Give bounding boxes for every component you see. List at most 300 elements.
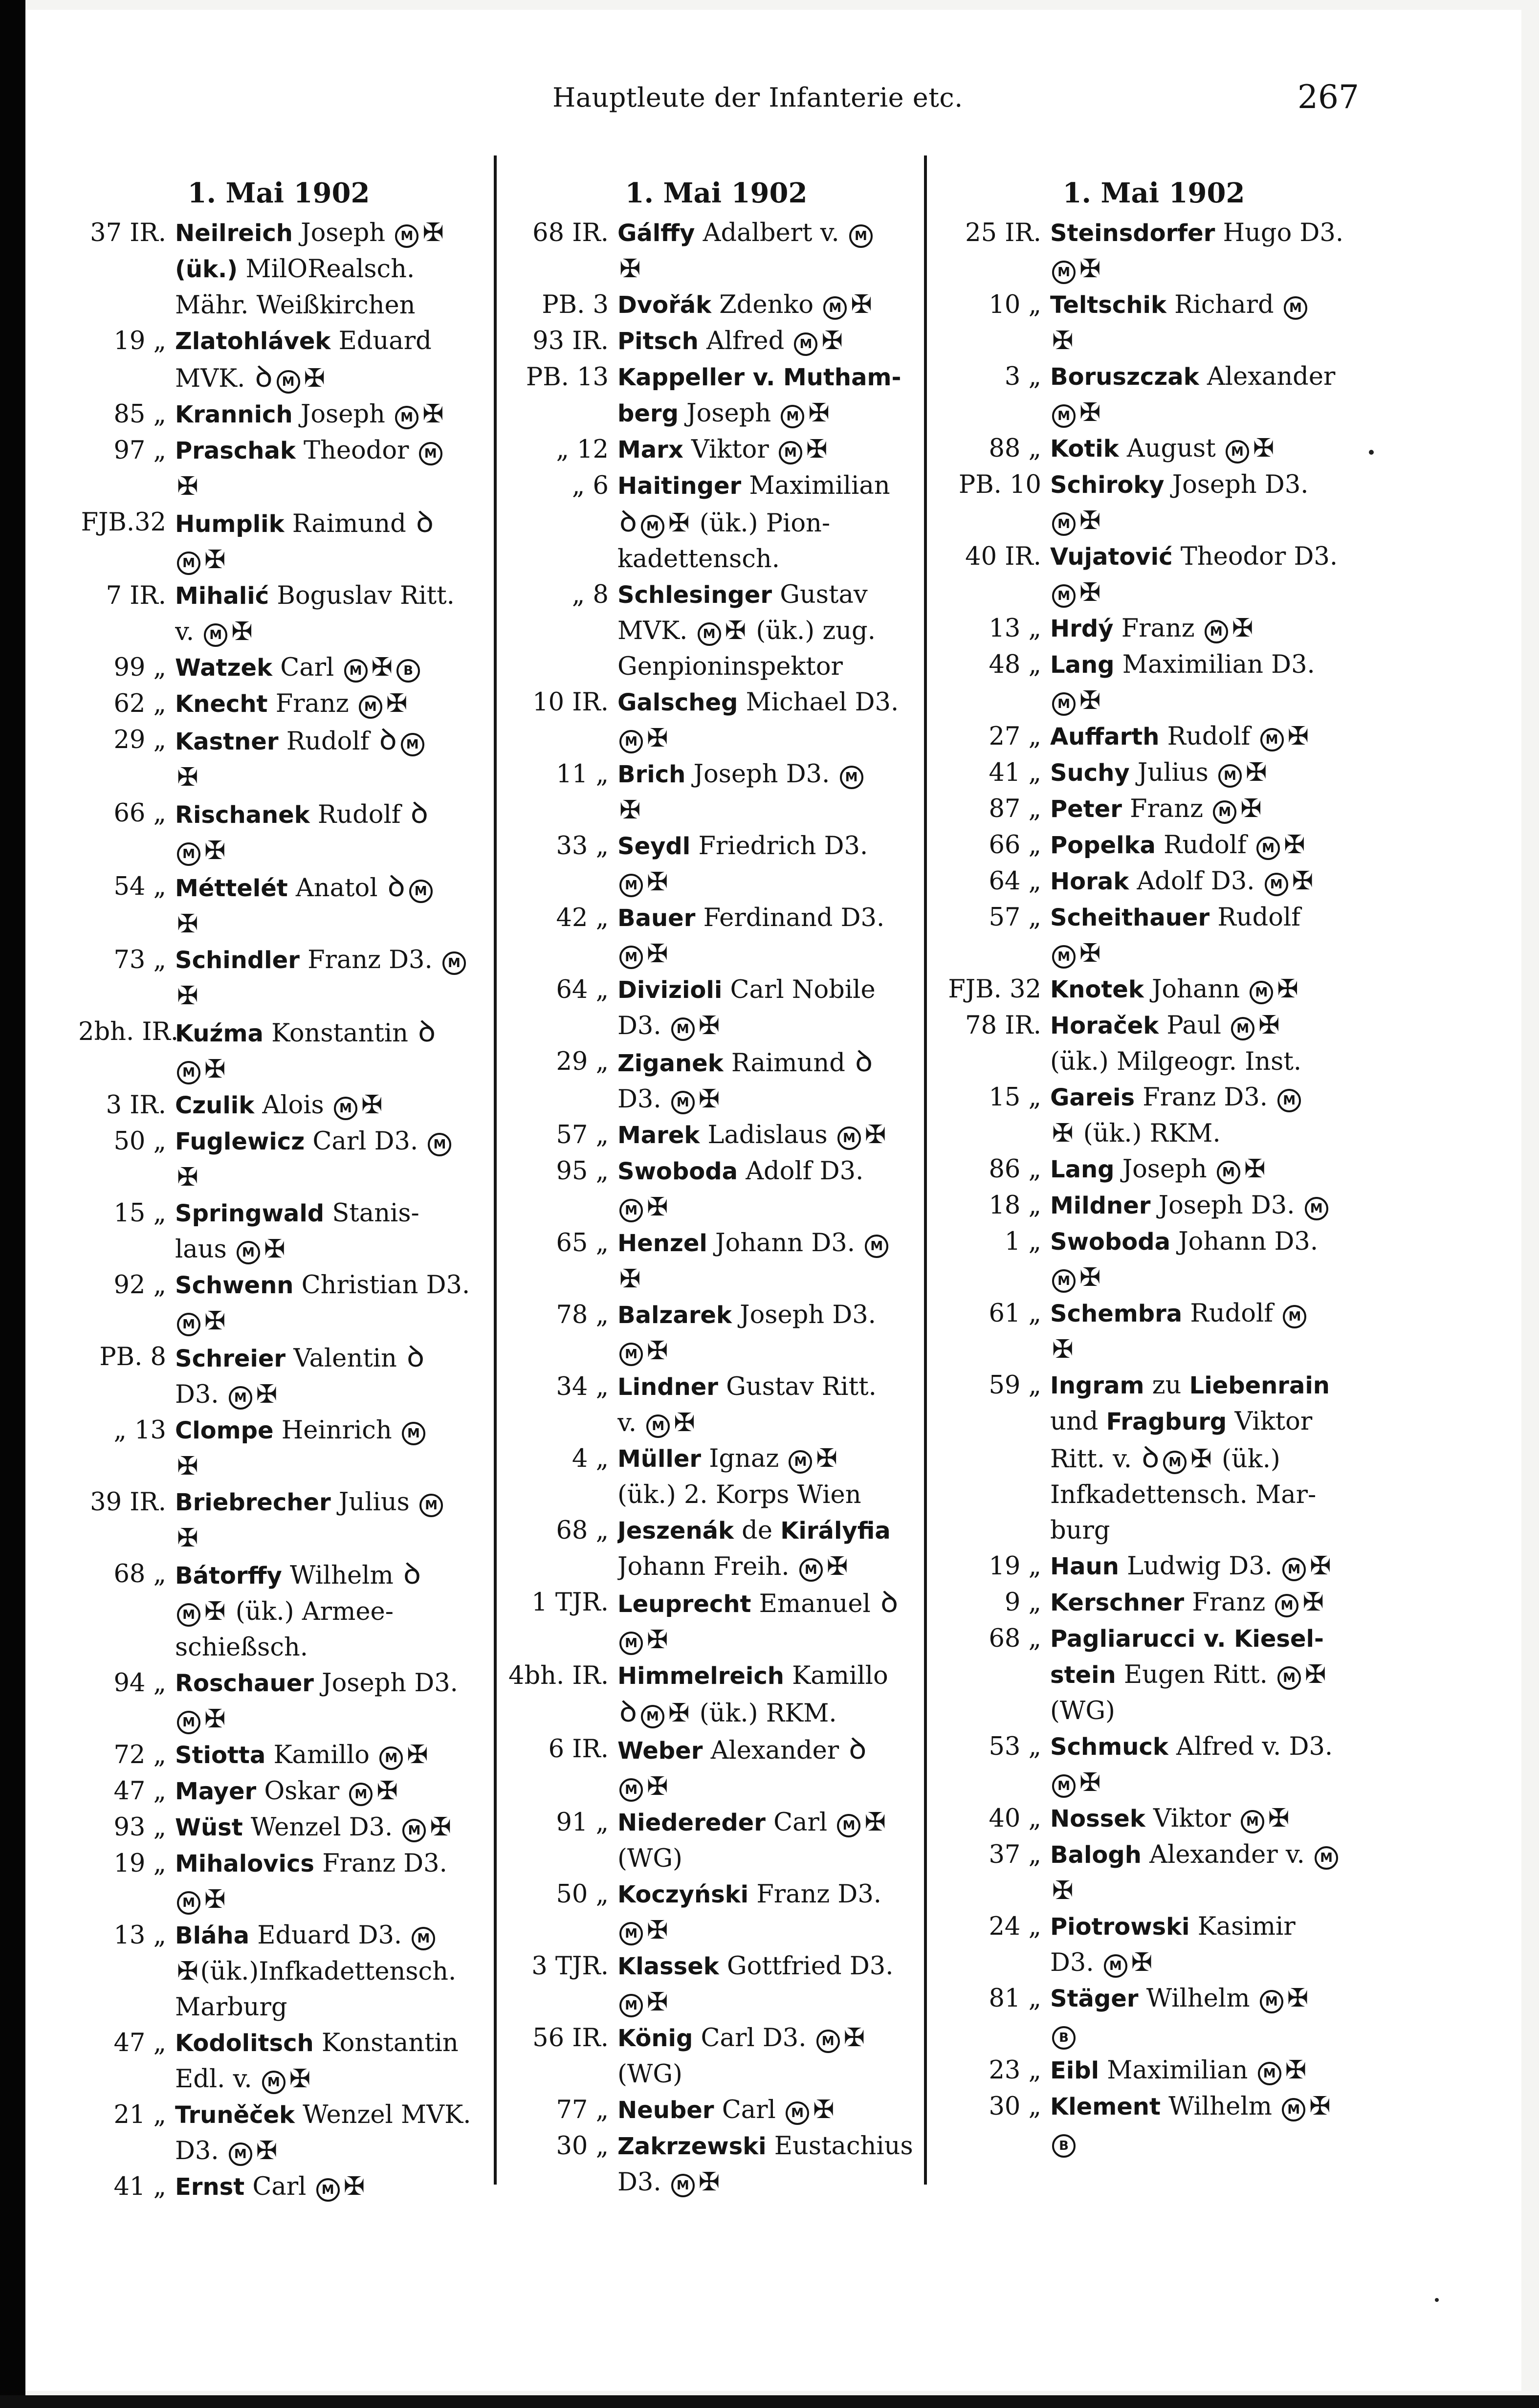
- bell-decoration-icon: ꝺ: [255, 360, 273, 394]
- record-line: [617, 1985, 924, 2020]
- record-line: [617, 541, 924, 577]
- surname: Knecht: [175, 690, 268, 718]
- unit-number: 77 „: [556, 2096, 609, 2124]
- officer-record: [175, 722, 479, 795]
- cross-icon: ✠: [647, 1772, 668, 1801]
- medal-m-icon: M: [619, 946, 643, 969]
- medal-m-icon: M: [698, 622, 721, 646]
- unit-number: 13 „: [113, 1921, 166, 1950]
- record-text: Alfred: [698, 327, 792, 355]
- list-item: [944, 215, 1364, 287]
- medal-m-icon: M: [442, 951, 466, 975]
- unit-number: 47 „: [113, 2029, 166, 2057]
- record-line: [1050, 1621, 1364, 1657]
- unit-number: 37 IR.: [90, 219, 166, 247]
- unit-number: 59 „: [989, 1371, 1041, 1400]
- surname: Zakrzewski: [617, 2133, 767, 2160]
- unit-number: 3 TJR.: [531, 1952, 609, 1981]
- record-line: [617, 1369, 924, 1405]
- record-text: Gustav Ritt.: [718, 1372, 877, 1401]
- unit-number: PB. 8: [99, 1343, 166, 1371]
- cross-icon: ✠: [668, 1699, 690, 1728]
- record-text: Viktor: [1227, 1407, 1313, 1436]
- unit-number: 24 „: [989, 1912, 1041, 1941]
- record-text: Maximilian: [1099, 2056, 1256, 2085]
- officer-record: [617, 432, 924, 468]
- cross-icon: ✠: [1268, 1804, 1290, 1833]
- unit-number: 78 „: [556, 1301, 609, 1329]
- unit-number: 95 „: [556, 1157, 609, 1186]
- record-text: Franz: [1184, 1588, 1274, 1617]
- record-line: [175, 1556, 479, 1594]
- surname: Marek: [617, 1122, 700, 1149]
- list-item: [944, 1368, 1364, 1548]
- medal-m-icon: M: [1277, 1089, 1301, 1112]
- medal-m-icon: M: [177, 552, 200, 575]
- record-text: Julius: [1129, 758, 1217, 787]
- list-item: [78, 1810, 479, 1846]
- medal-m-icon: M: [619, 1199, 643, 1222]
- list-item: [508, 215, 924, 287]
- record-text: MVK.: [617, 617, 696, 645]
- medal-m-icon: M: [1260, 728, 1284, 751]
- record-text: Alexander v.: [1141, 1840, 1313, 1869]
- officer-record: [1050, 1188, 1364, 1224]
- list-item: [78, 433, 479, 505]
- cross-icon: ✠: [647, 1193, 668, 1222]
- record-text: Viktor: [683, 435, 777, 464]
- unit-number: FJB. 32: [948, 975, 1041, 1004]
- record-line: [1050, 1044, 1364, 1080]
- cross-icon: ✠: [647, 939, 668, 969]
- unit-number: 68 „: [556, 1516, 609, 1545]
- medal-m-icon: M: [334, 1097, 357, 1120]
- officer-record: [1050, 467, 1364, 539]
- record-text: Stanis-: [324, 1199, 419, 1228]
- cross-icon: ✠: [698, 1084, 720, 1114]
- list-item: [508, 1731, 924, 1805]
- cross-icon: ✠: [177, 1524, 198, 1553]
- record-text: Rudolf: [1155, 831, 1255, 860]
- scan-edge-left: [0, 0, 25, 2408]
- officer-record: [617, 1585, 924, 1658]
- record-text: Eugen Ritt.: [1116, 1660, 1275, 1689]
- medal-m-icon: M: [1260, 1990, 1283, 2013]
- list-item: [508, 1117, 924, 1153]
- list-item: [944, 1585, 1364, 1621]
- list-item: [508, 468, 924, 577]
- cross-icon: ✠: [1079, 398, 1101, 427]
- record-text: Emanuel: [751, 1590, 879, 1618]
- surname: Niedereder: [617, 1809, 766, 1836]
- surname: Swoboda: [617, 1158, 738, 1185]
- record-line: [617, 1190, 924, 1225]
- list-item: [944, 791, 1364, 827]
- record-line: [1050, 1332, 1364, 1368]
- list-item: [78, 869, 479, 942]
- list-item: [944, 1008, 1364, 1080]
- cross-icon: ✠: [264, 1235, 286, 1264]
- record-text: Mähr. Weißkirchen: [175, 291, 416, 320]
- surname: Ernst: [175, 2173, 245, 2201]
- surname: Peter: [1050, 795, 1122, 823]
- cross-icon: ✠: [1052, 1876, 1074, 1905]
- record-line: [617, 577, 924, 613]
- surname: Weber: [617, 1737, 703, 1765]
- unit-number: 53 „: [989, 1732, 1041, 1761]
- list-item: [78, 722, 479, 795]
- record-text: D3.: [175, 1380, 227, 1409]
- record-line: [175, 760, 479, 795]
- record-text: Eduard D3.: [249, 1921, 410, 1950]
- unit-number: 92 „: [113, 1271, 166, 1300]
- record-line: [1050, 1765, 1364, 1801]
- list-item: [944, 2089, 1364, 2161]
- column-title: 1. Mai 1902: [1062, 177, 1245, 209]
- medal-m-icon: M: [1305, 1197, 1328, 1220]
- record-text: Joseph: [292, 219, 394, 247]
- record-line: [175, 1267, 479, 1303]
- list-item: [78, 2097, 479, 2169]
- list-item: [944, 359, 1364, 431]
- record-text: Gustav: [771, 580, 868, 609]
- record-line: [175, 1303, 479, 1339]
- list-item: [944, 431, 1364, 467]
- bell-decoration-icon: ꝺ: [849, 1732, 867, 1766]
- unit-number: „ 13: [113, 1416, 166, 1445]
- record-line: [175, 869, 479, 906]
- surname: Balzarek: [617, 1302, 732, 1329]
- medal-m-icon: M: [1104, 1954, 1127, 1978]
- officer-record: [1050, 1909, 1364, 1981]
- record-line: [617, 396, 924, 432]
- surname: Horak: [1050, 868, 1129, 895]
- unit-number: 18 „: [989, 1191, 1041, 1220]
- scan-edge-bottom: [0, 2395, 1539, 2408]
- cross-icon: ✠: [204, 1885, 226, 1914]
- record-line: [175, 1701, 479, 1737]
- officer-record: [617, 2128, 924, 2200]
- medal-m-icon: M: [1217, 1161, 1240, 1184]
- officer-record: [175, 323, 479, 397]
- record-line: [1050, 611, 1364, 647]
- record-text: v.: [175, 618, 202, 646]
- list-item: [944, 1080, 1364, 1151]
- record-text: Paul: [1159, 1011, 1230, 1040]
- officer-record: [617, 756, 924, 828]
- record-line: [617, 1153, 924, 1190]
- cross-icon: ✠: [343, 2172, 365, 2201]
- unit-number: 4 „: [572, 1444, 609, 1473]
- officer-record: [1050, 287, 1364, 359]
- surname: Schindler: [175, 947, 300, 974]
- cross-icon: ✠: [1079, 1768, 1101, 1797]
- unit-number: 27 „: [989, 722, 1041, 751]
- unit-number: „ 6: [572, 471, 609, 500]
- cross-icon: ✠: [619, 254, 641, 284]
- medal-m-icon: M: [1213, 800, 1236, 824]
- medal-m-icon: M: [1250, 981, 1273, 1004]
- surname: Lang: [1050, 1156, 1115, 1183]
- record-line: [175, 287, 479, 323]
- medal-m-icon: M: [177, 1603, 200, 1627]
- officer-record: [617, 1369, 924, 1441]
- medal-m-icon: M: [359, 695, 382, 719]
- officer-record: [1050, 1837, 1364, 1909]
- surname: Liebenrain: [1189, 1372, 1330, 1399]
- record-line: [175, 1846, 479, 1882]
- cross-icon: ✠: [1309, 2092, 1331, 2121]
- record-text: Alexander: [1199, 362, 1336, 391]
- record-line: [175, 1918, 479, 1954]
- record-line: [617, 2128, 924, 2165]
- surname: Stiotta: [175, 1742, 266, 1769]
- unit-number: 1 „: [1004, 1227, 1041, 1256]
- column-2: [508, 176, 924, 2200]
- list-item: [508, 756, 924, 828]
- record-text: Carl D3.: [693, 2024, 814, 2053]
- column-title: 1. Mai 1902: [625, 177, 808, 209]
- record-text: de: [733, 1516, 781, 1545]
- record-line: [1050, 359, 1364, 395]
- medal-m-icon: M: [1258, 2062, 1281, 2085]
- record-line: [1050, 1981, 1364, 2017]
- record-line: [617, 359, 924, 396]
- list-item: [944, 1188, 1364, 1224]
- cross-icon: ✠: [647, 867, 668, 897]
- medal-m-icon: M: [619, 874, 643, 897]
- unit-number: 72 „: [113, 1741, 166, 1769]
- surname: Pagliarucci v. Kiesel-: [1050, 1625, 1324, 1653]
- record-text: zu: [1144, 1371, 1189, 1400]
- record-text: Johann Freih.: [617, 1552, 797, 1581]
- record-line: [1050, 683, 1364, 719]
- cross-icon: ✠: [386, 689, 408, 718]
- record-line: [617, 323, 924, 359]
- record-line: [175, 1014, 479, 1052]
- medal-m-icon: M: [262, 2071, 286, 2094]
- list-item: [78, 2025, 479, 2097]
- list-item: [944, 1981, 1364, 2053]
- cross-icon: ✠: [1287, 1984, 1309, 2013]
- record-text: Michael D3.: [738, 688, 899, 717]
- medal-m-icon: M: [849, 224, 873, 248]
- column-divider: [494, 155, 497, 2185]
- surname: Lindner: [617, 1373, 718, 1401]
- record-line: [617, 1513, 924, 1549]
- medal-m-icon: M: [786, 2101, 809, 2125]
- medal-m-icon: M: [349, 1783, 373, 1806]
- unit-number: PB. 3: [542, 290, 609, 319]
- cross-icon: ✠: [851, 290, 872, 319]
- record-text: Ignaz: [701, 1444, 787, 1473]
- record-line: [175, 1594, 479, 1630]
- medal-m-icon: M: [412, 1927, 435, 1950]
- cross-icon: ✠: [256, 2136, 278, 2165]
- record-line: [617, 900, 924, 936]
- officer-record: [617, 1877, 924, 1948]
- medal-m-icon: M: [781, 405, 804, 428]
- record-text: Eduard: [330, 327, 432, 355]
- record-line: [175, 1232, 479, 1267]
- record-line: [175, 251, 479, 287]
- bell-decoration-icon: ꝺ: [416, 505, 434, 539]
- unit-number: 15 „: [113, 1199, 166, 1228]
- surname: Scheithauer: [1050, 904, 1210, 931]
- record-line: [175, 215, 479, 251]
- cross-icon: ✠: [1302, 1588, 1324, 1617]
- record-text: Theodor: [295, 436, 417, 465]
- record-line: [175, 1377, 479, 1413]
- medal-m-icon: M: [177, 1313, 200, 1336]
- record-line: [175, 1989, 479, 2025]
- medal-m-icon: M: [671, 1091, 695, 1114]
- record-line: [175, 2169, 479, 2205]
- list-item: [78, 1195, 479, 1267]
- medal-m-icon: M: [671, 1017, 695, 1041]
- officer-record: [1050, 900, 1364, 972]
- record-text: Richard: [1166, 290, 1282, 319]
- list-item: [78, 1918, 479, 2025]
- surname: Gareis: [1050, 1084, 1135, 1111]
- medal-m-icon: M: [1315, 1846, 1338, 1870]
- surname: Watzek: [175, 654, 272, 682]
- record-line: [617, 2020, 924, 2056]
- unit-number: 81 „: [989, 1984, 1041, 2013]
- record-text: (WG): [617, 1844, 682, 1873]
- record-line: [617, 2165, 924, 2200]
- list-item: [508, 685, 924, 756]
- record-line: [175, 1413, 479, 1449]
- officer-record: [1050, 539, 1364, 611]
- surname: Bláha: [175, 1922, 249, 1949]
- record-text: (ük.) Milgeogr. Inst.: [1050, 1047, 1302, 1076]
- cross-icon: ✠: [816, 1444, 837, 1473]
- record-line: [175, 1484, 479, 1521]
- unit-number: 93 „: [113, 1813, 166, 1842]
- surname: Neilreich: [175, 220, 293, 247]
- record-text: Infkadettensch. Mar-: [1050, 1480, 1317, 1509]
- surname: Schmuck: [1050, 1733, 1168, 1761]
- record-line: [1050, 2125, 1364, 2161]
- surname: Nossek: [1050, 1805, 1145, 1833]
- list-item: [508, 577, 924, 685]
- record-line: [1050, 1440, 1364, 1477]
- record-line: [617, 1297, 924, 1333]
- unit-number: 19 „: [989, 1552, 1041, 1581]
- record-text: Julius: [330, 1488, 418, 1517]
- record-text: Friedrich D3.: [690, 832, 868, 861]
- surname: (ük.): [175, 256, 238, 283]
- list-item: [508, 1153, 924, 1225]
- record-text: burg: [1050, 1516, 1110, 1545]
- cross-icon: ✠: [647, 1916, 668, 1945]
- list-item: [78, 1087, 479, 1124]
- officer-record: [1050, 1080, 1364, 1151]
- medal-m-icon: M: [1282, 1558, 1306, 1581]
- surname: Auffarth: [1050, 723, 1160, 751]
- record-text: (ük.) zug.: [748, 617, 876, 645]
- unit-number: 3 „: [1004, 362, 1041, 391]
- record-line: [1050, 503, 1364, 539]
- unit-number: FJB.32: [81, 508, 166, 537]
- medal-m-icon: M: [401, 733, 424, 756]
- bell-decoration-icon: ꝺ: [619, 505, 637, 539]
- record-line: [175, 1521, 479, 1556]
- officer-record: [175, 578, 479, 650]
- record-text: Maximilian: [741, 471, 890, 500]
- medal-m-icon: M: [1205, 620, 1228, 643]
- record-line: [175, 906, 479, 942]
- officer-record: [617, 1117, 924, 1153]
- record-line: [175, 833, 479, 869]
- record-text: (WG): [1050, 1697, 1115, 1725]
- medal-m-icon: M: [641, 1705, 664, 1728]
- cross-icon: ✠: [204, 1704, 226, 1734]
- surname: Mayer: [175, 1778, 257, 1805]
- unit-number: 13 „: [989, 614, 1041, 643]
- list-item: [78, 1413, 479, 1484]
- officer-record: [175, 1124, 479, 1195]
- cross-icon: ✠: [256, 1380, 278, 1409]
- officer-record: [1050, 611, 1364, 647]
- unit-number: 56 IR.: [532, 2024, 609, 2053]
- record-text: D3.: [175, 2137, 227, 2165]
- medal-m-icon: M: [1275, 1594, 1298, 1617]
- list-item: [78, 1737, 479, 1773]
- record-text: schießsch.: [175, 1633, 308, 1662]
- unit-number: 54 „: [113, 872, 166, 901]
- surname: Mihalić: [175, 582, 269, 610]
- surname: Méttelét: [175, 875, 288, 902]
- officer-record: [1050, 972, 1364, 1008]
- officer-record: [617, 1805, 924, 1877]
- unit-number: 50 „: [113, 1127, 166, 1156]
- cross-icon: ✠: [1277, 974, 1298, 1004]
- record-line: [1050, 1008, 1364, 1044]
- officer-record: [175, 1918, 479, 2025]
- surname: Mildner: [1050, 1192, 1151, 1219]
- record-text: August: [1119, 434, 1224, 463]
- medal-m-icon: M: [1052, 1774, 1076, 1798]
- medal-m-icon: M: [1265, 873, 1288, 896]
- cross-icon: ✠: [668, 508, 690, 538]
- cross-icon: ✠: [1284, 830, 1305, 860]
- list-item: [944, 1909, 1364, 1981]
- record-line: [175, 542, 479, 578]
- unit-number: 68 „: [113, 1560, 166, 1589]
- record-line: [175, 359, 479, 397]
- medal-m-icon: M: [1241, 1810, 1264, 1834]
- record-line: [1050, 1657, 1364, 1693]
- surname: Leuprecht: [617, 1591, 751, 1618]
- cross-icon: ✠: [1258, 1011, 1280, 1040]
- record-text: Carl Nobile: [722, 975, 876, 1004]
- medal-m-icon: M: [837, 1814, 860, 1837]
- officer-record: [175, 795, 479, 869]
- unit-number: 3 IR.: [106, 1091, 166, 1120]
- unit-number: 68 „: [989, 1624, 1041, 1653]
- unit-number: 29 „: [113, 726, 166, 754]
- medal-m-icon: M: [395, 224, 418, 248]
- unit-number: 41 „: [113, 2172, 166, 2201]
- bell-decoration-icon: ꝺ: [855, 1044, 873, 1079]
- record-text: Carl: [272, 653, 342, 682]
- record-text: Franz: [1121, 795, 1211, 823]
- surname: Kastner: [175, 728, 279, 755]
- record-line: [1050, 1585, 1364, 1621]
- record-line: [617, 793, 924, 828]
